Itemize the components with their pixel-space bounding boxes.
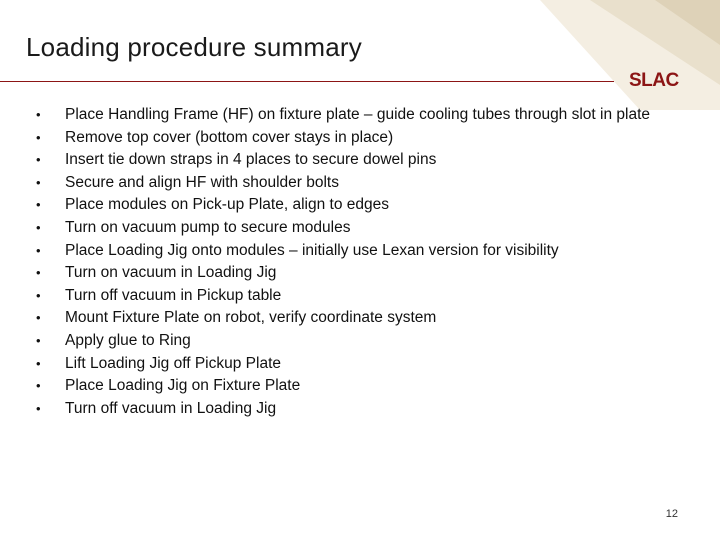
bullet-marker: • [36, 310, 41, 326]
bullet-item [36, 285, 666, 308]
bullet-marker: • [36, 129, 41, 145]
title-divider [0, 81, 614, 82]
bullet-text: Insert tie down straps in 4 places to secure dowel pins [65, 151, 437, 169]
bullet-text: Apply glue to Ring [65, 331, 191, 349]
bullet-text: Turn off vacuum in Pickup table [65, 286, 282, 304]
bullet-item [36, 104, 666, 127]
bullet-item [36, 149, 666, 172]
bullet-item [36, 375, 666, 398]
bullet-text: Turn on vacuum pump to secure modules [65, 218, 351, 236]
bullet-marker: • [36, 287, 41, 303]
bullet-text: Place Handling Frame (HF) on fixture plate – guide cooling tubes through slot in plate [65, 106, 651, 123]
bullet-text: Place Loading Jig onto modules – initially use Lexan version for visibility [65, 241, 559, 259]
slide-title: Loading procedure summary [26, 32, 362, 62]
bullet-list [36, 104, 666, 420]
bullet-item [36, 353, 666, 376]
bullet-item [36, 307, 666, 330]
bullet-marker: • [36, 107, 41, 122]
slac-logo: SLAC [629, 70, 679, 91]
bullet-marker: • [36, 242, 41, 258]
bullet-item [36, 194, 666, 217]
bullet-item [36, 330, 666, 353]
bullet-text: Place Loading Jig on Fixture Plate [65, 377, 301, 395]
bullet-text: Secure and align HF with shoulder bolts [65, 173, 339, 191]
bullet-item [36, 262, 666, 285]
bullet-text: Turn on vacuum in Loading Jig [65, 264, 277, 282]
bullet-text: Turn off vacuum in Loading Jig [65, 399, 277, 417]
bullet-marker: • [36, 152, 41, 168]
bullet-item [36, 127, 666, 150]
bullet-item [36, 398, 666, 421]
bullet-item [36, 217, 666, 240]
bullet-text: Place modules on Pick-up Plate, align to edges [65, 196, 389, 214]
page-number: 12 [665, 508, 678, 520]
corner-decoration [520, 0, 720, 110]
bullet-marker: • [36, 400, 41, 416]
bullet-marker: • [36, 332, 41, 348]
bullet-marker: • [36, 265, 41, 281]
bullet-text: Remove top cover (bottom cover stays in place) [65, 128, 394, 146]
bullet-marker: • [36, 355, 41, 371]
bullet-text: Mount Fixture Plate on robot, verify coordinate system [65, 309, 437, 327]
bullet-item [36, 240, 666, 263]
bullet-marker: • [36, 174, 41, 190]
bullet-item [36, 172, 666, 195]
bullet-marker: • [36, 219, 41, 235]
bullet-text: Lift Loading Jig off Pickup Plate [65, 354, 281, 372]
bullet-marker: • [36, 197, 41, 213]
bullet-marker: • [36, 378, 41, 394]
